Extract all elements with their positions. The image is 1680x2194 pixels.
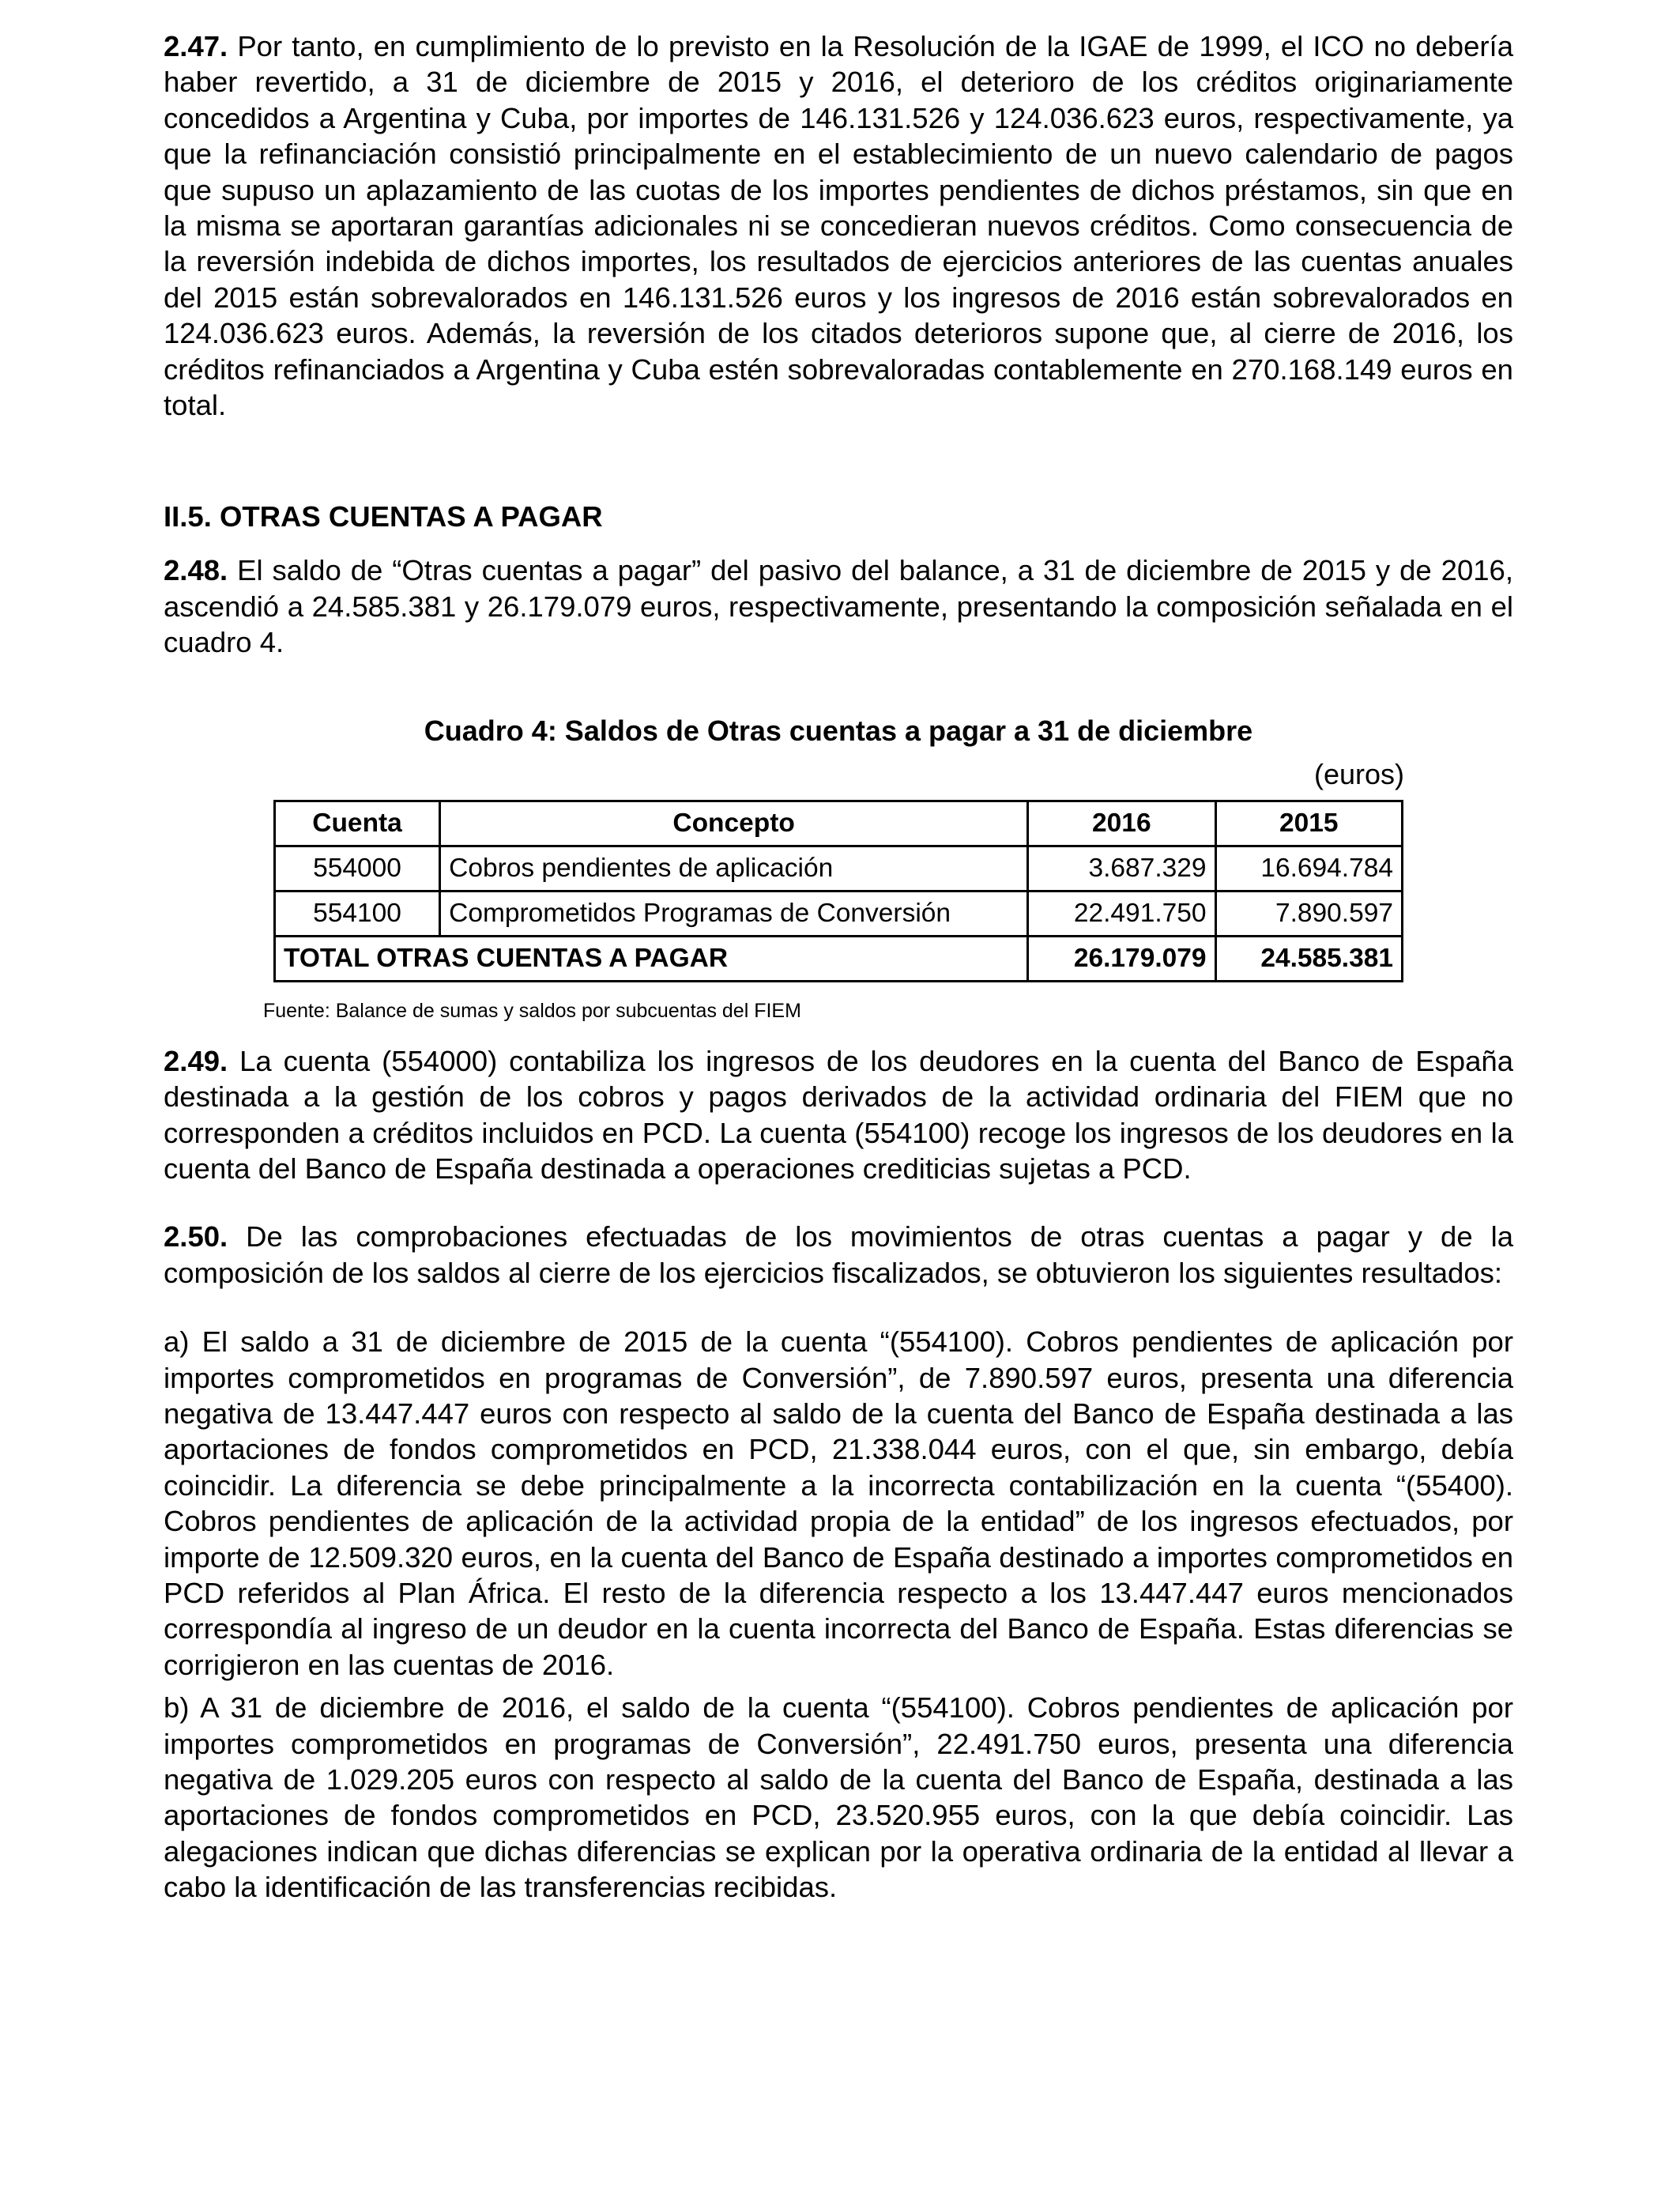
document-page xyxy=(164,28,1513,1906)
paragraph-text: La cuenta (554000) contabiliza los ingresos de los deudores en la cuenta del Banco de España destinada a la gestión de los cobros y pagos derivados de la actividad ordinaria del FIEM que no corresponden a créditos incluidos en PCD. La cuenta (554100) recoge los ingresos de los deudores en la cuenta del Banco de España destinada a operaciones crediticias sujetas a PCD. xyxy=(164,1044,1513,1185)
table-cell: 22.491.750 xyxy=(1028,891,1215,936)
table-cell: TOTAL OTRAS CUENTAS A PAGAR xyxy=(275,936,1028,981)
table-cell: 3.687.329 xyxy=(1028,846,1215,891)
paragraph-2-49 xyxy=(164,1043,1513,1187)
column-header: 2016 xyxy=(1028,801,1215,846)
table-title: Cuadro 4: Saldos de Otras cuentas a pagar a 31 de diciembre xyxy=(424,714,1253,747)
table-row xyxy=(275,846,1403,891)
table-cell: 24.585.381 xyxy=(1215,936,1402,981)
column-header: Concepto xyxy=(440,801,1028,846)
paragraph-2-48 xyxy=(164,552,1513,660)
paragraph-text: El saldo de “Otras cuentas a pagar” del pasivo del balance, a 31 de diciembre de 2015 y de 2016, ascendió a 24.585.381 y 26.179.079 euros, respectivamente, presentando la composición señalada en el cuadro 4. xyxy=(164,554,1513,659)
paragraph-number: 2.50. xyxy=(164,1220,228,1253)
paragraph-2-47 xyxy=(164,28,1513,423)
table-cell: 554000 xyxy=(275,846,440,891)
table-cell: 16.694.784 xyxy=(1215,846,1402,891)
paragraph-number: 2.49. xyxy=(164,1044,228,1077)
accounts-payable-table xyxy=(273,800,1403,982)
table-cell: 7.890.597 xyxy=(1215,891,1402,936)
table-cell: 26.179.079 xyxy=(1028,936,1215,981)
table-cell: Cobros pendientes de aplicación xyxy=(440,846,1028,891)
table-cell: Comprometidos Programas de Conversión xyxy=(440,891,1028,936)
paragraph-text: De las comprobaciones efectuadas de los movimientos de otras cuentas a pagar y de la composición de los saldos al cierre de los ejercicios fiscalizados, se obtuvieron los siguientes resultados: xyxy=(164,1220,1513,1289)
table-header-row xyxy=(275,801,1403,846)
paragraph-number: 2.48. xyxy=(164,554,228,587)
paragraph-2-50 xyxy=(164,1219,1513,1291)
table-source-note: Fuente: Balance de sumas y saldos por subcuentas del FIEM xyxy=(263,999,801,1022)
section-heading: II.5. OTRAS CUENTAS A PAGAR xyxy=(164,500,603,533)
column-header: Cuenta xyxy=(275,801,440,846)
table-cell: 554100 xyxy=(275,891,440,936)
table-row xyxy=(275,891,1403,936)
paragraph-item-a: a) El saldo a 31 de diciembre de 2015 de la cuenta “(554100). Cobros pendientes de aplicación por importes comprometidos en programas de Conversión”, de 7.890.597 euros, presenta una diferencia negativa de 13.447.447 euros con respecto al saldo de la cuenta del Banco de España destinada a las aportaciones de fondos comprometidos en PCD, 21.338.044 euros, con el que, sin embargo, debía coincidir. La diferencia se debe principalmente a la incorrecta contabilización en la cuenta “(55400). Cobros pendientes de aplicación de la actividad propia de la entidad” de los ingresos efectuados, por importe de 12.509.320 euros, en la cuenta del Banco de España destinado a importes comprometidos en PCD referidos al Plan África. El resto de la diferencia respecto a los 13.447.447 euros mencionados correspondía al ingreso de un deudor en la cuenta incorrecta del Banco de España. Estas diferencias se corrigieron en las cuentas de 2016. xyxy=(164,1325,1513,1681)
paragraph-text: Por tanto, en cumplimiento de lo previsto en la Resolución de la IGAE de 1999, el ICO no debería haber revertido, a 31 de diciembre de 2015 y 2016, el deterioro de los créditos originariamente concedidos a Argentina y Cuba, por importes de 146.131.526 y 124.036.623 euros, respectivamente, ya que la refinanciación consistió principalmente en el establecimiento de un nuevo calendario de pagos que supuso un aplazamiento de las cuotas de los importes pendientes de dichos préstamos, sin que en la misma se aportaran garantías adicionales ni se concedieran nuevos créditos. Como consecuencia de la reversión indebida de dichos importes, los resultados de ejercicios anteriores de las cuentas anuales del 2015 están sobrevalorados en 146.131.526 euros y los ingresos de 2016 están sobrevalorados en 124.036.623 euros. Además, la reversión de los citados deterioros supone que, al cierre de 2016, los créditos refinanciados a Argentina y Cuba estén sobrevaloradas contablemente en 270.168.149 euros en total. xyxy=(164,30,1513,422)
paragraph-item-b: b) A 31 de diciembre de 2016, el saldo de la cuenta “(554100). Cobros pendientes de aplicación por importes comprometidos en programas de Conversión”, 22.491.750 euros, presenta una diferencia negativa de 1.029.205 euros con respecto al saldo de la cuenta del Banco de España, destinada a las aportaciones de fondos comprometidos en PCD, 23.520.955 euros, con la que debía coincidir. Las alegaciones indican que dichas diferencias se explican por la operativa ordinaria de la entidad al llevar a cabo la identificación de las transferencias recibidas. xyxy=(164,1691,1513,1904)
table-total-row xyxy=(275,936,1403,981)
table-units: (euros) xyxy=(1313,757,1404,790)
column-header: 2015 xyxy=(1215,801,1402,846)
paragraph-number: 2.47. xyxy=(164,30,228,62)
